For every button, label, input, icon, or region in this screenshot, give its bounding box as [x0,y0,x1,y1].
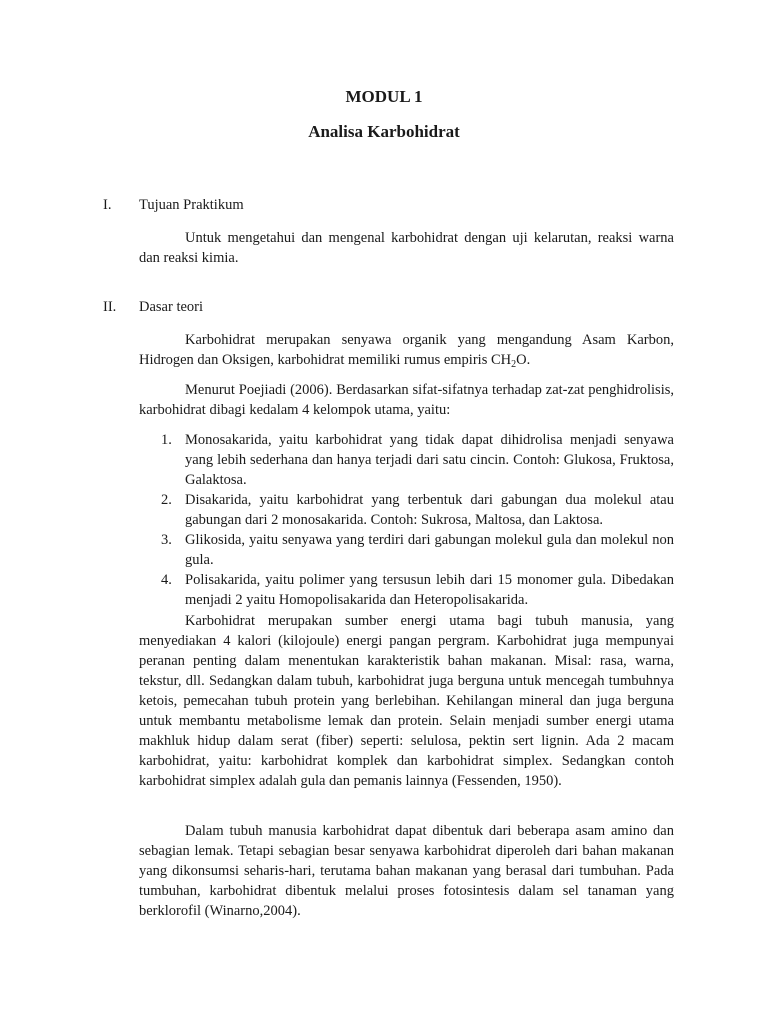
list-item-number: 4. [161,572,172,588]
section-2-paragraph-2: Menurut Poejiadi (2006). Berdasarkan sifat-sifatnya terhadap zat-zat penghidrolisis, karbohidrat dibagi kedalam 4 kelompok utama, yaitu: [139,382,674,418]
list-item [161,430,674,490]
p1-subscript: 2 [511,359,517,370]
section-1-paragraph: Untuk mengetahui dan mengenal karbohidrat dengan uji kelarutan, reaksi warna dan reaksi kimia. [139,230,674,266]
section-1-heading: Tujuan Praktikum [139,197,244,213]
section-2-paragraph-1 [139,330,674,375]
section-2-heading: Dasar teori [139,299,204,315]
carbohydrate-groups-list [139,430,674,610]
list-item-text: Disakarida, yaitu karbohidrat yang terbentuk dari gabungan dua molekul atau gabungan dari 2 monosakarida. Contoh: Sukrosa, Maltosa, dan Laktosa. [185,492,674,528]
section-1-number: I. [103,197,112,213]
list-item [161,490,674,530]
list-item-number: 1. [161,432,172,448]
section-2-paragraph-4: Dalam tubuh manusia karbohidrat dapat dibentuk dari beberapa asam amino dan sebagian lemak. Tetapi sebagian besar senyawa karbohidrat diperoleh dari bahan makanan yang dikonsumsi seharis-hari, terutama bahan makanan yang berasal dari tumbuhan. Pada tumbuhan, karbohidrat dibentuk melalui proses fotosintesis dalam sel tanaman yang berklorofil (Winarno,2004). [139,823,674,919]
p1-tail: O. [516,352,531,368]
list-item-text: Polisakarida, yaitu polimer yang tersusun lebih dari 15 monomer gula. Dibedakan menjadi 2 yaitu Homopolisakarida dan Heteropolisakarida. [185,572,674,608]
list-item [161,530,674,570]
p1-text: Karbohidrat merupakan senyawa organik yang mengandung Asam Karbon, Hidrogen dan Oksigen, karbohidrat memiliki rumus empiris CH [139,332,674,368]
document-title: MODUL 1 [345,87,423,106]
list-item-text: Glikosida, yaitu senyawa yang terdiri dari gabungan molekul gula dan molekul non gula. [185,532,674,568]
document-subtitle: Analisa Karbohidrat [308,122,460,141]
section-2-number: II. [103,299,117,315]
list-item [161,570,674,610]
list-item-number: 3. [161,532,172,548]
section-2-paragraph-3: Karbohidrat merupakan sumber energi utama bagi tubuh manusia, yang menyediakan 4 kalori (kilojoule) energi pangan pergram. Karbohidrat juga mempunyai peranan penting dalam menentukan karakteristik bahan makanan. Misal: rasa, warna, tekstur, dll. Sedangkan dalam tubuh, karbohidrat juga berguna untuk mencegah tumbuhnya ketois, pemecahan tubuh protein yang berlebihan. Kehilangan mineral dan juga berguna untuk membantu metabolisme lemak dan protein. Selain menjadi sumber energi utama makhluk hidup dalam serat (fiber) seperti: selulosa, pektin sert lignin. Ada 2 macam karbohidrat, yaitu: karbohidrat komplek dan karbohidrat simplex. Sedangkan contoh karbohidrat simplex adalah gula dan pemanis lainnya (Fessenden, 1950). [139,613,674,789]
list-item-text: Monosakarida, yaitu karbohidrat yang tidak dapat dihidrolisa menjadi senyawa yang lebih sederhana dan hanya terjadi dari satu cincin. Contoh: Glukosa, Fruktosa, Galaktosa. [185,432,674,488]
list-item-number: 2. [161,492,172,508]
